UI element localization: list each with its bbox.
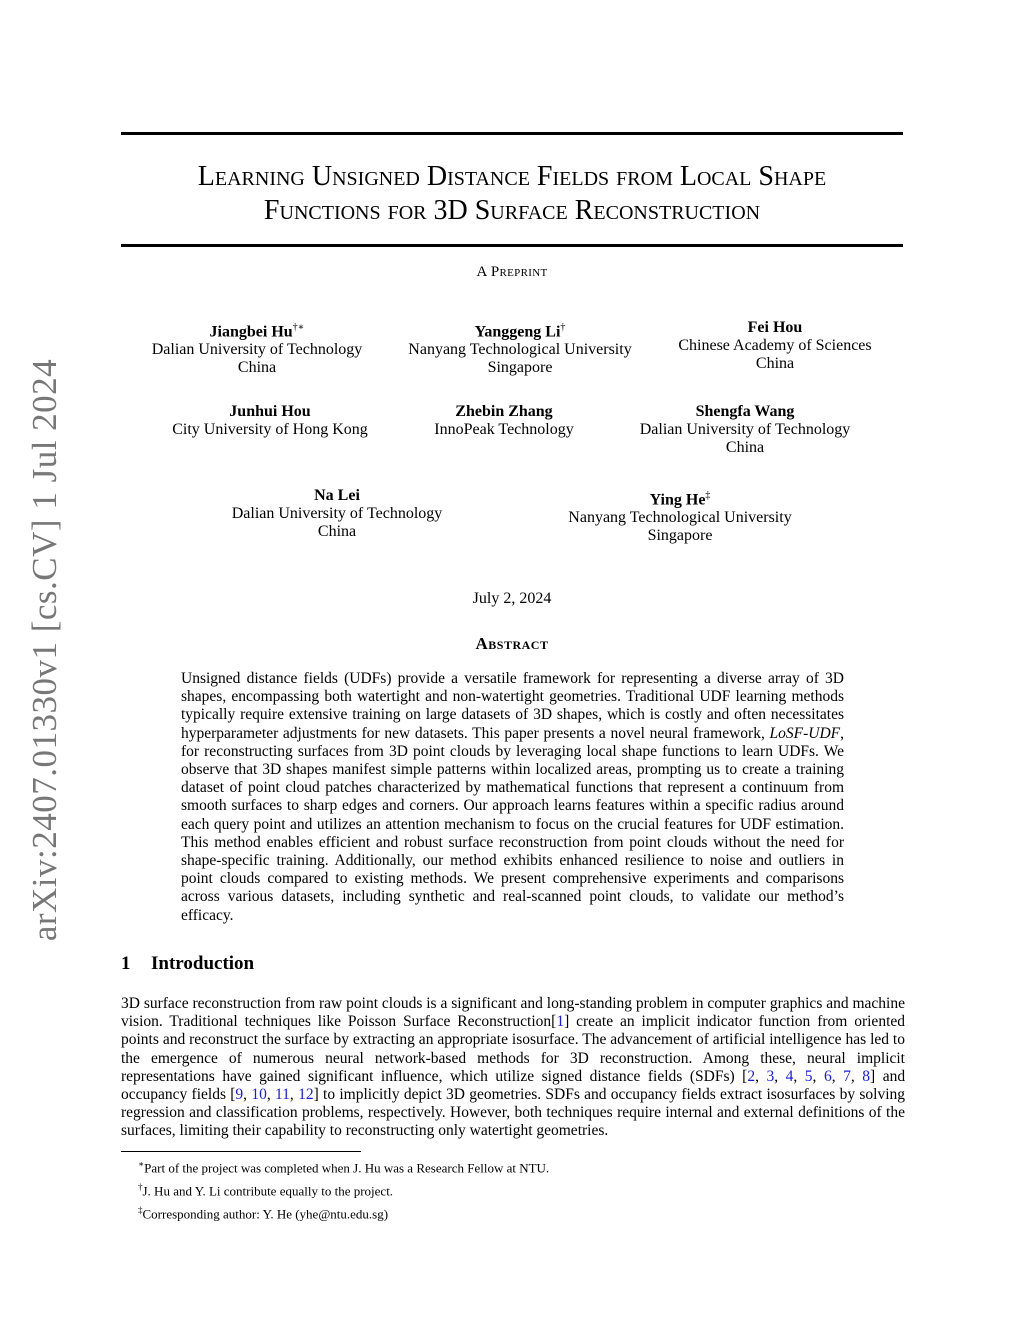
footnote-rule — [121, 1151, 361, 1152]
footnote-text: J. Hu and Y. Li contribute equally to the project. — [142, 1183, 394, 1199]
footnote-text: Part of the project was completed when J. Hu was a Research Fellow at NTU. — [144, 1160, 550, 1176]
author-block — [207, 487, 467, 541]
citation-link[interactable]: 9 — [235, 1086, 244, 1104]
author-name: Zhebin Zhang — [455, 403, 553, 420]
publication-date: July 2, 2024 — [472, 590, 552, 607]
author-name: Na Lei — [314, 487, 360, 504]
arxiv-identifier: arXiv:2407.01330v1 [cs.CV] 1 Jul 2024 — [25, 358, 64, 942]
author-affiliation: Nanyang Technological University — [408, 341, 632, 359]
citation-link[interactable]: 11 — [274, 1086, 290, 1104]
author-block — [645, 319, 905, 373]
author-affiliation: Nanyang Technological University — [568, 509, 792, 527]
citation-link[interactable]: 6 — [823, 1067, 832, 1085]
author-mark: †∗ — [292, 322, 305, 333]
citation-link[interactable]: 1 — [556, 1013, 565, 1031]
intro-text: ] and occupancy fields [ — [121, 1067, 906, 1104]
section-number: 1 — [121, 953, 131, 974]
author-name: Ying He — [649, 491, 706, 509]
footnote — [138, 1178, 549, 1201]
author-affiliation: Dalian University of Technology — [231, 505, 443, 522]
author-country: China — [237, 359, 277, 377]
author-block — [140, 403, 400, 439]
citation-link[interactable]: 3 — [766, 1067, 775, 1085]
intro-paragraph: 3D surface reconstruction from raw point clouds is a significant and long-standing problem in computer graphics and machine vision. Traditional techniques like Poisson Surface Reconstruction[1] create an implicit indicator function from oriented points and reconstruct the surface by extracting an appropriate isosurface. The advancement of artificial intelligence has led to the emergence of numerous neural network-based methods for 3D reconstruction. Among these, neural implicit representations have gained significant influence, which utilize signed distance fields (SDFs) [2, 3, 4, 5, 6, 7, 8] and occupancy fields [9, 10, 11, 12] to implicitly depict 3D geometries. SDFs and occupancy fields extract isosurfaces by solving regression and classification problems, respectively. However, both techniques require internal and external definitions of the surfaces, limiting their capability to reconstructing only watertight geometries. — [121, 995, 906, 1140]
author-block — [550, 487, 810, 545]
footnotes — [138, 1155, 549, 1223]
author-block — [390, 319, 650, 377]
author-block — [615, 403, 875, 457]
title-rule-top — [121, 132, 903, 135]
author-mark: † — [560, 322, 566, 333]
author-name: Jiangbei Hu — [209, 323, 293, 341]
author-block — [374, 403, 634, 439]
citation-link[interactable]: 10 — [251, 1086, 267, 1104]
citation-link[interactable]: 8 — [862, 1067, 871, 1085]
intro-text: 3D surface reconstruction from raw point clouds is a significant and long-standing problem in computer graphics and machine vision. Traditional techniques like Poisson Surface Reconstruction[ — [121, 995, 905, 1031]
author-affiliation: Chinese Academy of Sciences — [678, 337, 872, 354]
author-name: Junhui Hou — [229, 403, 311, 420]
author-country: China — [317, 523, 357, 540]
intro-text: ] create an implicit indicator function from oriented points and reconstruct the surface by extracting an appropriate isosurface. The advancement of artificial intelligence has led to the emergence of numerous neural network-based methods for 3D reconstruction. Among these, neural implicit representations have gained significant influence, which utilize signed distance fields (SDFs) [ — [121, 1013, 906, 1085]
paper-title — [121, 160, 903, 228]
preprint-label: A Preprint — [476, 264, 548, 280]
citation-link[interactable]: 12 — [298, 1086, 314, 1104]
author-name: Shengfa Wang — [695, 403, 795, 420]
intro-text: ] to implicitly depict 3D geometries. SDFs and occupancy fields extract isosurfaces by solving regression and classification problems, respectively. However, both techniques require internal and external definitions of the surfaces, limiting their capability to reconstructing only watertight geometries. — [121, 1086, 906, 1140]
author-country: China — [755, 355, 795, 372]
author-country: Singapore — [487, 359, 553, 377]
author-name: Fei Hou — [747, 319, 803, 336]
title-line-2: Functions for 3D Surface Reconstruction — [263, 195, 761, 226]
abstract-part: Unsigned distance fields (UDFs) provide a versatile framework for representing a diverse array of 3D shapes, encompassing both watertight and non-watertight geometries. Traditional UDF learning methods typically require extensive training on large datasets of 3D shapes, which is costly and often necessitates hyperparameter adjustments for new datasets. This paper presents a novel neural framework, — [181, 670, 844, 742]
method-name: LoSF-UDF — [769, 724, 841, 742]
section-title: Introduction — [151, 953, 255, 974]
citation-link[interactable]: 7 — [843, 1067, 851, 1085]
author-country: China — [725, 439, 765, 456]
author-affiliation: Dalian University of Technology — [639, 421, 851, 438]
author-block — [127, 319, 387, 377]
author-affiliation: InnoPeak Technology — [434, 421, 574, 438]
abstract-heading: Abstract — [475, 634, 549, 653]
footnote-mark: ‡ — [138, 1204, 143, 1215]
footnote-mark: † — [138, 1181, 143, 1192]
author-affiliation: Dalian University of Technology — [151, 341, 363, 359]
author-affiliation: City University of Hong Kong — [172, 421, 368, 438]
section-heading — [121, 953, 254, 975]
author-name: Yanggeng Li — [474, 323, 561, 341]
citation-link[interactable]: 2 — [747, 1067, 756, 1085]
citation-link[interactable]: 4 — [785, 1067, 794, 1085]
author-country: Singapore — [647, 527, 713, 545]
abstract-part: , for reconstructing surfaces from 3D point clouds by leveraging local shape functions to learn UDFs. We observe that 3D shapes manifest simple patterns within localized areas, prompting us to create a training dataset of point cloud patches characterized by mathematical functions that represent a continuum from smooth surfaces to sharp edges and corners. Our approach learns features within a specific radius around each query point and utilizes an attention mechanism to focus on the crucial features for UDF estimation. This method enables efficient and robust surface reconstruction from point clouds without the need for shape-specific training. Additionally, our method exhibits enhanced resilience to noise and outliers in point clouds compared to existing methods. We present comprehensive experiments and comparisons across various datasets, including synthetic and real-scanned point clouds, to validate our method’s efficacy. — [181, 724, 844, 924]
citation-link[interactable]: 5 — [804, 1067, 813, 1085]
footnote-text: Corresponding author: Y. He (yhe@ntu.edu.sg) — [142, 1205, 389, 1221]
title-line-1: Learning Unsigned Distance Fields from Local Shape — [197, 161, 827, 192]
footnote — [138, 1201, 549, 1224]
footnote-mark: ∗ — [138, 1159, 145, 1169]
footnote — [138, 1155, 549, 1178]
abstract-text — [181, 670, 844, 925]
title-rule-bottom — [121, 244, 903, 247]
author-mark: ‡ — [705, 490, 711, 501]
